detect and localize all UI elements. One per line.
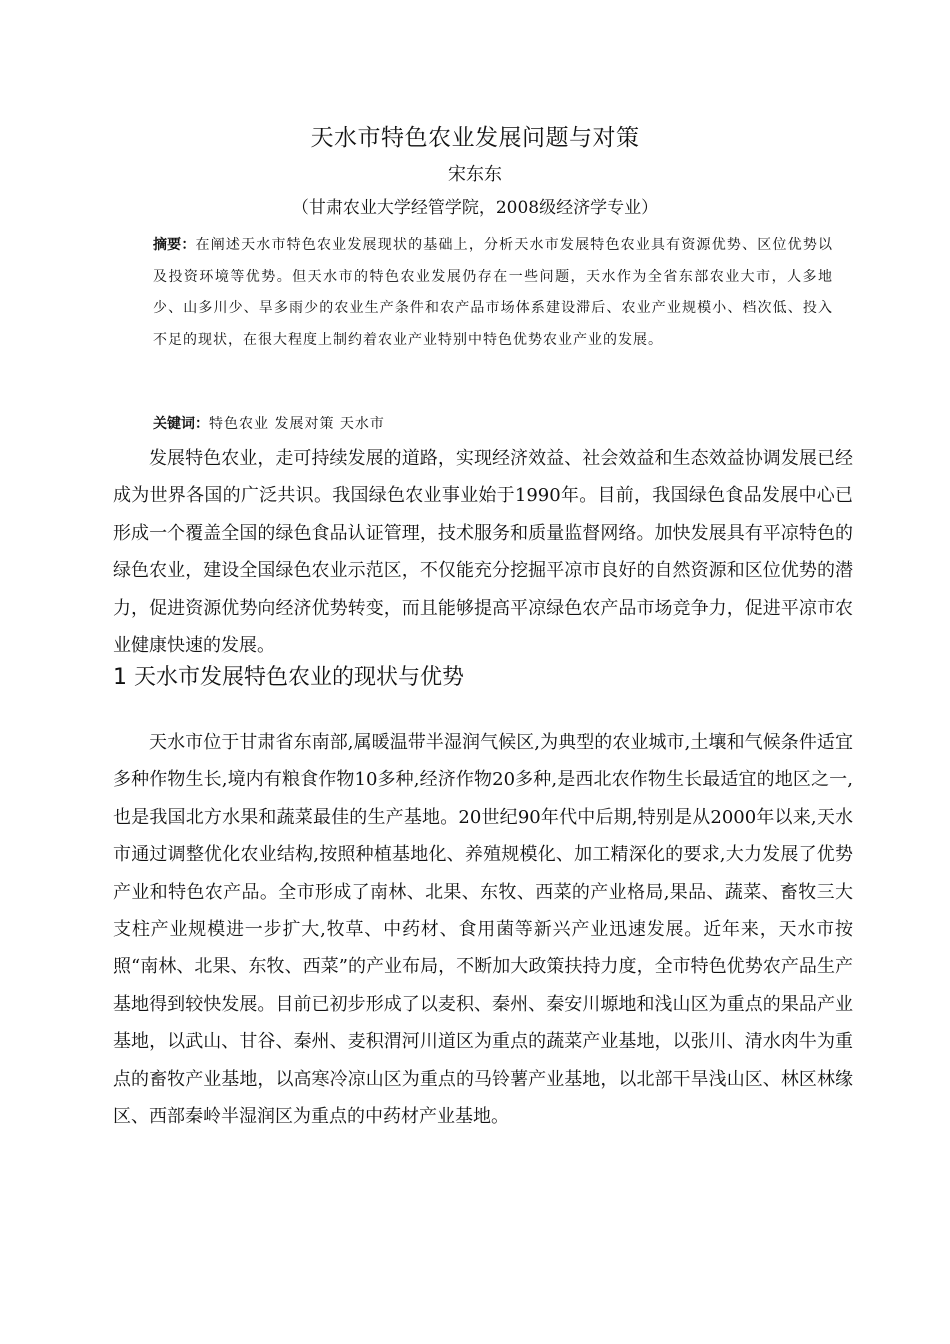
abstract-block (153, 230, 833, 356)
section-heading-1: 1 天水市发展特色农业的现状与优势 (113, 665, 464, 690)
section-1-paragraph: 天水市位于甘肃省东南部,属暖温带半湿润气候区,为典型的农业城市,土壤和气候条件适宜多种作物生长,境内有粮食作物10多种,经济作物20多种,是西北农作物生长最适宜的地区之一,也是我国北方水果和蔬菜最佳的生产基地。20世纪90年代中后期,特别是从2000年以来,天水市通过调整优化农业结构,按照种植基地化、养殖规模化、加工精深化的要求,大力发展了优势产业和特色农产品。全市形成了南林、北果、东牧、西菜的产业格局,果品、蔬菜、畜牧三大支柱产业规模进一步扩大,牧草、中药材、食用菌等新兴产业迅速发展。近年来，天水市按照“南林、北果、东牧、西菜”的产业布局，不断加大政策扶持力度，全市特色优势农产品生产基地得到较快发展。目前已初步形成了以麦积、秦州、秦安川塬地和浅山区为重点的果品产业基地，以武山、甘谷、秦州、麦积渭河川道区为重点的蔬菜产业基地，以张川、清水肉牛为重点的畜牧产业基地，以高寒冷凉山区为重点的马铃薯产业基地，以北部干旱浅山区、林区林缘区、西部秦岭半湿润区为重点的中药材产业基地。 (113, 732, 853, 1128)
intro-paragraph: 发展特色农业，走可持续发展的道路，实现经济效益、社会效益和生态效益协调发展已经成为世界各国的广泛共识。我国绿色农业事业始于1990年。目前，我国绿色食品发展中心已形成一个覆盖全国的绿色食品认证管理，技术服务和质量监督网络。加快发展具有平凉特色的绿色农业，建设全国绿色农业示范区，不仅能充分挖掘平凉市良好的自然资源和区位优势的潜力，促进资源优势向经济优势转变，而且能够提高平凉绿色农产品市场竞争力，促进平凉市农业健康快速的发展。 (113, 448, 853, 657)
abstract-text: 在阐述天水市特色农业发展现状的基础上，分析天水市发展特色农业具有资源优势、区位优势以及投资环境等优势。但天水市的特色农业发展仍存在一些问题，天水作为全省东部农业大市，人多地少、山多川少、旱多雨少的农业生产条件和农产品市场体系建设滞后、农业产业规模小、档次低、投入不足的现状，在很大程度上制约着农业产业特别中特色优势农业产业的发展。 (153, 237, 833, 348)
keywords-label: 关键词： (153, 416, 209, 432)
document-affiliation: （甘肃农业大学经管学院，2008级经济学专业） (291, 198, 659, 218)
keywords-text: 特色农业 发展对策 天水市 (209, 416, 385, 432)
keywords-block (153, 410, 833, 438)
abstract-label: 摘要： (153, 237, 196, 253)
document-title: 天水市特色农业发展问题与对策 (310, 125, 640, 151)
document-author: 宋东东 (448, 164, 502, 185)
